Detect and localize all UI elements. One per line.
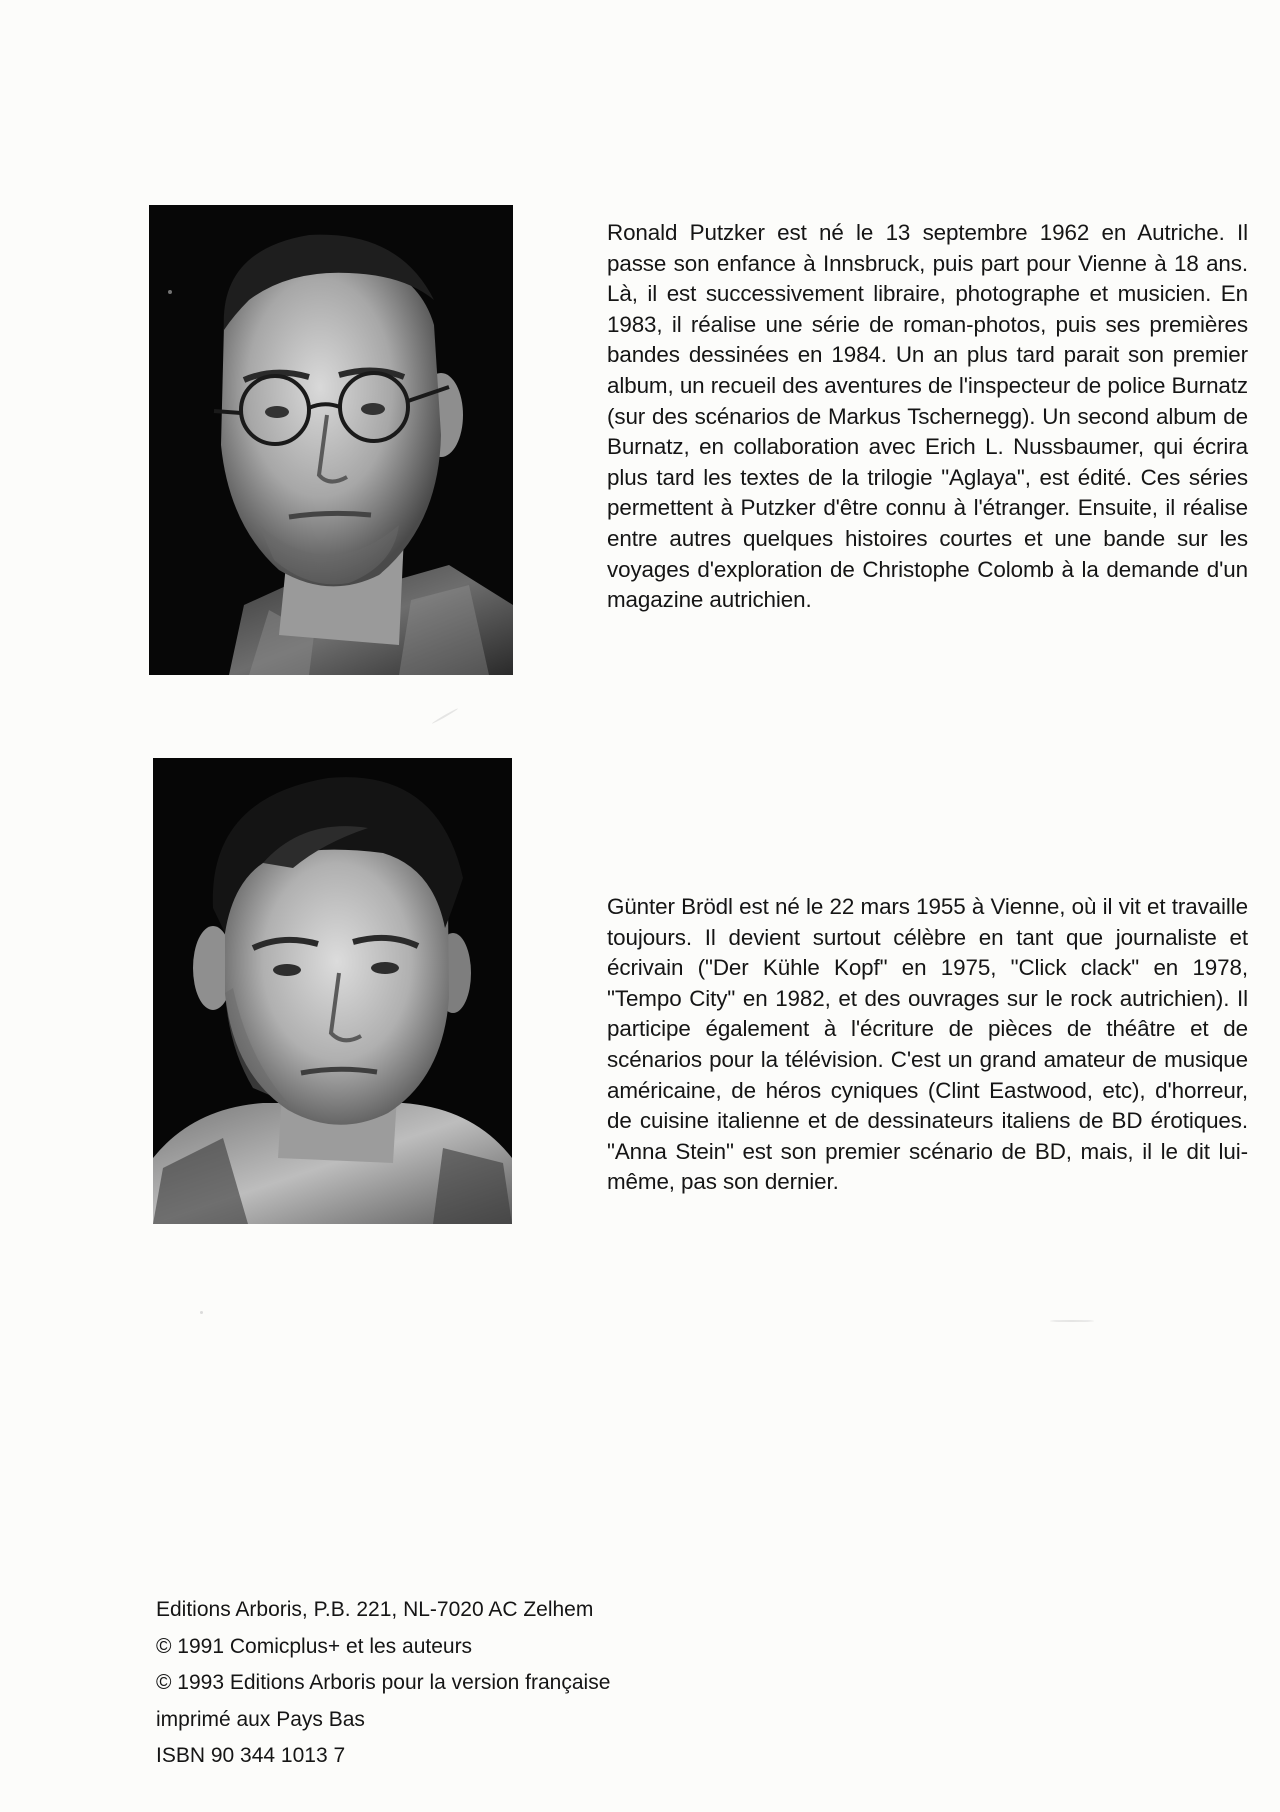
- copyright-original: © 1991 Comicplus+ et les auteurs: [156, 1634, 473, 1658]
- paper-speck: [1050, 1320, 1094, 1322]
- paper-speck: [168, 290, 172, 294]
- paper-speck: [432, 708, 459, 725]
- copyright-french-edition: © 1993 Editions Arboris pour la version française: [156, 1671, 611, 1694]
- portrait-photo-putzker: [149, 205, 513, 675]
- author-bio-putzker: Ronald Putzker est né le 13 septembre 1962 en Autriche. Il passe son enfance à Innsbruck, puis part pour Vienne à 18 ans. Là, il est successivement libraire, photographe et musicien. En 1983, il réalise une série de roman-photos, puis ses premières bandes dessinées en 1984. Un an plus tard parait son premier album, un recueil des aventures de l'inspecteur de police Burnatz (sur des scénarios de Markus Tschernegg). Un second album de Burnatz, en collaboration avec Erich L. Nussbaumer, qui écrira plus tard les textes de la trilogie "Aglaya", est édité. Ces séries permettent à Putzker d'être connu à l'étranger. Ensuite, il réalise entre autres quelques histoires courtes et une bande sur les voyages d'exploration de Christophe Colomb à la demande d'un magazine autrichien.: [607, 220, 1248, 613]
- colophon: [156, 1592, 610, 1775]
- isbn: ISBN 90 344 1013 7: [156, 1744, 346, 1767]
- printing-location: imprimé aux Pays Bas: [156, 1707, 365, 1731]
- paper-speck: [200, 1311, 203, 1314]
- publisher-address: Editions Arboris, P.B. 221, NL-7020 AC Zelhem: [156, 1598, 594, 1621]
- author-bio-brodl: Günter Brödl est né le 22 mars 1955 à Vienne, où il vit et travaille toujours. Il devient surtout célèbre en tant que journaliste et écrivain ("Der Kühle Kopf" en 1975, "Click clack" en 1978, "Tempo City" en 1982, et des ouvrages sur le rock autrichien). Il participe également à l'écriture de pièces de théâtre et de scénarios pour la télévision. C'est un grand amateur de musique américaine, de héros cyniques (Clint Eastwood, etc), d'horreur, de cuisine italienne et de dessinateurs italiens de BD érotiques. "Anna Stein" est son premier scénario de BD, mais, il le dit lui-même, pas son dernier.: [607, 894, 1248, 1195]
- portrait-photo-brodl: [153, 758, 512, 1224]
